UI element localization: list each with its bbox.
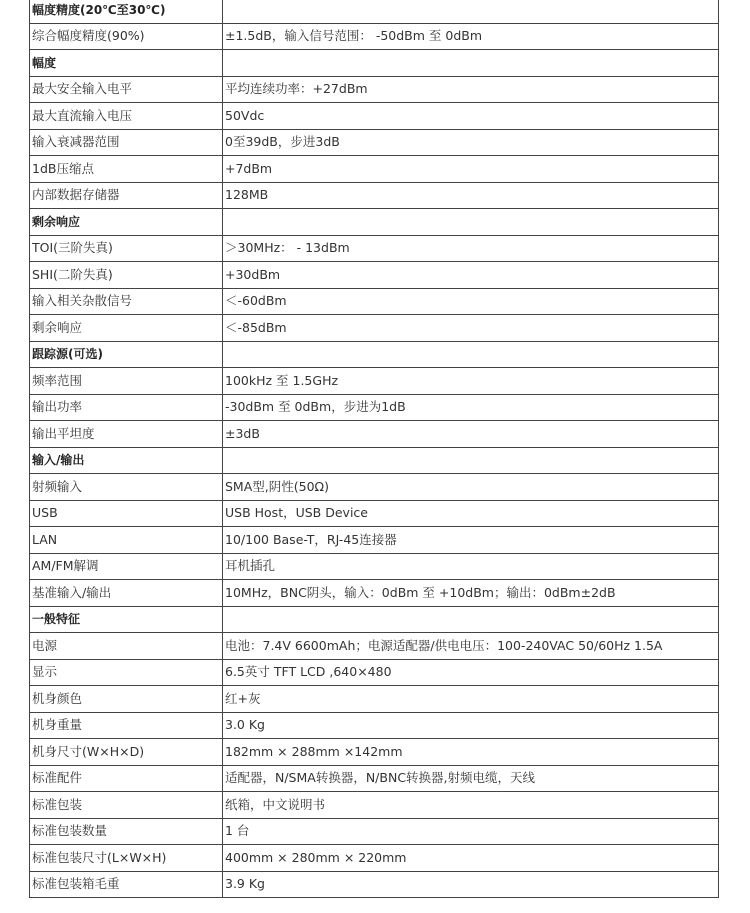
table-row bbox=[30, 527, 719, 554]
section-header-row bbox=[30, 341, 719, 368]
table-row bbox=[30, 368, 719, 395]
spec-value: ±1.5dB，输入信号范围： -50dBm 至 0dBm bbox=[223, 23, 719, 50]
spec-value: ＞30MHz： - 13dBm bbox=[223, 235, 719, 262]
spec-value: 3.9 Kg bbox=[223, 871, 719, 898]
spec-label: LAN bbox=[30, 527, 223, 554]
spec-label: 标准包装数量 bbox=[30, 818, 223, 845]
section-empty-cell bbox=[223, 209, 719, 236]
spec-value: 3.0 Kg bbox=[223, 712, 719, 739]
table-row bbox=[30, 315, 719, 342]
spec-label: 标准包装 bbox=[30, 792, 223, 819]
table-row bbox=[30, 262, 719, 289]
table-row bbox=[30, 288, 719, 315]
spec-label: 射频输入 bbox=[30, 474, 223, 501]
spec-label: 基准输入/输出 bbox=[30, 580, 223, 607]
spec-value: 10/100 Base-T，RJ-45连接器 bbox=[223, 527, 719, 554]
spec-label: 输入相关杂散信号 bbox=[30, 288, 223, 315]
spec-label: 最大直流输入电压 bbox=[30, 103, 223, 130]
spec-value: 平均连续功率：+27dBm bbox=[223, 76, 719, 103]
spec-value: -30dBm 至 0dBm，步进为1dB bbox=[223, 394, 719, 421]
table-row bbox=[30, 421, 719, 448]
section-empty-cell bbox=[223, 606, 719, 633]
section-title: 输入/输出 bbox=[30, 447, 223, 474]
table-row bbox=[30, 103, 719, 130]
spec-value: 10MHz，BNC阴头，输入：0dBm 至 +10dBm；输出：0dBm±2dB bbox=[223, 580, 719, 607]
spec-label: 标准包装尺寸(L×W×H) bbox=[30, 845, 223, 872]
section-header-row bbox=[30, 606, 719, 633]
section-title: 一般特征 bbox=[30, 606, 223, 633]
table-row bbox=[30, 845, 719, 872]
table-row bbox=[30, 633, 719, 660]
table-row bbox=[30, 580, 719, 607]
spec-value: +7dBm bbox=[223, 156, 719, 183]
spec-value: 50Vdc bbox=[223, 103, 719, 130]
section-header-row bbox=[30, 209, 719, 236]
section-empty-cell bbox=[223, 447, 719, 474]
section-empty-cell bbox=[223, 50, 719, 77]
table-row bbox=[30, 553, 719, 580]
section-empty-cell bbox=[223, 0, 719, 23]
spec-label: AM/FM解调 bbox=[30, 553, 223, 580]
spec-label: 机身重量 bbox=[30, 712, 223, 739]
spec-label: 机身颜色 bbox=[30, 686, 223, 713]
spec-table bbox=[29, 0, 719, 898]
section-header-row bbox=[30, 0, 719, 23]
table-row bbox=[30, 500, 719, 527]
table-row bbox=[30, 156, 719, 183]
spec-label: 1dB压缩点 bbox=[30, 156, 223, 183]
spec-label: 剩余响应 bbox=[30, 315, 223, 342]
table-row bbox=[30, 23, 719, 50]
spec-label: 最大安全输入电平 bbox=[30, 76, 223, 103]
spec-label: 内部数据存储器 bbox=[30, 182, 223, 209]
spec-label: 标准包装箱毛重 bbox=[30, 871, 223, 898]
spec-label: USB bbox=[30, 500, 223, 527]
section-title: 幅度精度(20℃至30℃) bbox=[30, 0, 223, 23]
spec-label: 频率范围 bbox=[30, 368, 223, 395]
spec-label: 电源 bbox=[30, 633, 223, 660]
spec-value: ＜-60dBm bbox=[223, 288, 719, 315]
spec-label: 输出功率 bbox=[30, 394, 223, 421]
spec-value: 纸箱，中文说明书 bbox=[223, 792, 719, 819]
spec-value: 128MB bbox=[223, 182, 719, 209]
spec-label: SHI(二阶失真) bbox=[30, 262, 223, 289]
section-title: 跟踪源(可选) bbox=[30, 341, 223, 368]
spec-value: 400mm × 280mm × 220mm bbox=[223, 845, 719, 872]
spec-label: 综合幅度精度(90%) bbox=[30, 23, 223, 50]
spec-value: ±3dB bbox=[223, 421, 719, 448]
section-header-row bbox=[30, 50, 719, 77]
table-row bbox=[30, 712, 719, 739]
spec-value: 6.5英寸 TFT LCD ,640×480 bbox=[223, 659, 719, 686]
table-row bbox=[30, 792, 719, 819]
table-row bbox=[30, 76, 719, 103]
spec-label: 显示 bbox=[30, 659, 223, 686]
section-header-row bbox=[30, 447, 719, 474]
table-row bbox=[30, 659, 719, 686]
spec-value: 耳机插孔 bbox=[223, 553, 719, 580]
table-row bbox=[30, 129, 719, 156]
section-title: 剩余响应 bbox=[30, 209, 223, 236]
spec-label: 输出平坦度 bbox=[30, 421, 223, 448]
spec-value: 182mm × 288mm ×142mm bbox=[223, 739, 719, 766]
table-row bbox=[30, 686, 719, 713]
spec-value: 1 台 bbox=[223, 818, 719, 845]
section-empty-cell bbox=[223, 341, 719, 368]
table-row bbox=[30, 394, 719, 421]
table-row bbox=[30, 739, 719, 766]
table-row bbox=[30, 182, 719, 209]
spec-value: ＜-85dBm bbox=[223, 315, 719, 342]
spec-label: TOI(三阶失真) bbox=[30, 235, 223, 262]
spec-label: 机身尺寸(W×H×D) bbox=[30, 739, 223, 766]
table-row bbox=[30, 871, 719, 898]
table-row bbox=[30, 235, 719, 262]
table-row bbox=[30, 818, 719, 845]
table-row bbox=[30, 474, 719, 501]
spec-value: SMA型,阴性(50Ω) bbox=[223, 474, 719, 501]
spec-value: 红+灰 bbox=[223, 686, 719, 713]
spec-value: USB Host，USB Device bbox=[223, 500, 719, 527]
spec-value: 电池：7.4V 6600mAh；电源适配器/供电电压：100-240VAC 50/60Hz 1.5A bbox=[223, 633, 719, 660]
spec-label: 标准配件 bbox=[30, 765, 223, 792]
spec-table-body bbox=[30, 0, 719, 898]
spec-value: 适配器，N/SMA转换器，N/BNC转换器,射频电缆，天线 bbox=[223, 765, 719, 792]
section-title: 幅度 bbox=[30, 50, 223, 77]
spec-value: +30dBm bbox=[223, 262, 719, 289]
table-row bbox=[30, 765, 719, 792]
spec-label: 输入衰减器范围 bbox=[30, 129, 223, 156]
spec-value: 100kHz 至 1.5GHz bbox=[223, 368, 719, 395]
spec-value: 0至39dB，步进3dB bbox=[223, 129, 719, 156]
